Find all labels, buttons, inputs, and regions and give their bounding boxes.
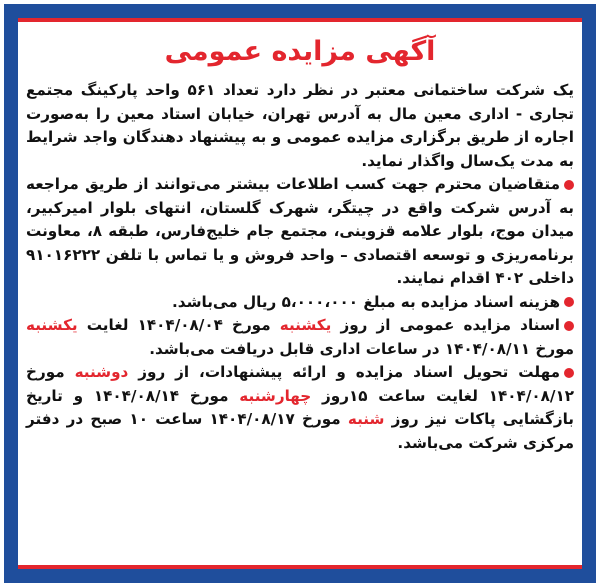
- documents-day-1: یکشنبه: [279, 316, 332, 335]
- fee-text: هزینه اسناد مزایده به مبلغ ۵،۰۰۰،۰۰۰ ریال می‌باشد.: [172, 292, 560, 311]
- documents-paragraph: [26, 314, 574, 361]
- info-text: متقاضیان محترم جهت کسب اطلاعات بیشتر می‌توانند از طریق مراجعه به آدرس شرکت واقع در چیتگر، شهرک گلستان، انتهای بلوار امیرکبیر، میدان موج، بلوار علامه قزوینی، مجتمع جام خلیج‌فارس، طبقه ۸، معاونت برنامه‌ریزی و توسعه اقتصادی – واحد فروش و یا تماس با تلفن ۹۱۰۱۶۲۲۲ داخلی ۴۰۲ اقدام نمایند.: [26, 175, 574, 288]
- deadline-day-2: چهارشنبه: [239, 386, 312, 405]
- bullet-icon: [564, 180, 574, 190]
- ad-title: آگهی مزایده عمومی: [164, 36, 436, 67]
- intro-text: در نظر دارد تعداد ۵۶۱ واحد پارکینگ مجتمع تجاری - اداری معین مال به آدرس تهران، خیابان استاد معین را به‌صورت اجاره از طریق برگزاری مزایده عمومی و به پیشنهاد دهندگان واجد شرایط به مدت یک‌سال واگذار نماید.: [26, 81, 574, 170]
- documents-text-2: مورخ ۱۴۰۴/۰۸/۰۴ لغایت: [77, 316, 280, 335]
- deadline-paragraph: [26, 361, 574, 455]
- deadline-text-4: مورخ ۱۴۰۴/۰۸/۱۷ ساعت ۱۰ صبح در دفتر مرکزی شرکت می‌باشد.: [26, 410, 574, 452]
- bullet-icon: [564, 368, 574, 378]
- deadline-day-3: شنبه: [347, 410, 385, 429]
- bullet-icon: [564, 321, 574, 331]
- ad-content: [26, 28, 574, 561]
- bullet-icon: [564, 297, 574, 307]
- deadline-text-1: مهلت تحویل اسناد مزایده و ارائه پیشنهادات، از روز: [128, 363, 560, 382]
- fee-paragraph: [26, 291, 574, 315]
- deadline-day-1: دوشنبه: [74, 363, 129, 382]
- documents-day-2: یکشنبه: [26, 316, 78, 335]
- deadline-text-2: مورخ ۱۴۰۴/۰۸/۱۲ لغایت ساعت ۱۵روز: [26, 363, 574, 405]
- documents-text-1: اسناد مزایده عمومی از روز: [331, 316, 560, 335]
- documents-text-3: مورخ ۱۴۰۴/۰۸/۱۱ در ساعات اداری قابل دریافت می‌باشد.: [149, 339, 574, 358]
- info-paragraph: [26, 173, 574, 291]
- intro-company: یک شرکت ساختمانی معتبر: [365, 81, 575, 100]
- intro-paragraph: [26, 79, 574, 173]
- deadline-text-3: مورخ ۱۴۰۴/۰۸/۱۴ و تاریخ بازگشایی پاکات نیز روز: [26, 386, 574, 429]
- ad-frame: [4, 4, 596, 583]
